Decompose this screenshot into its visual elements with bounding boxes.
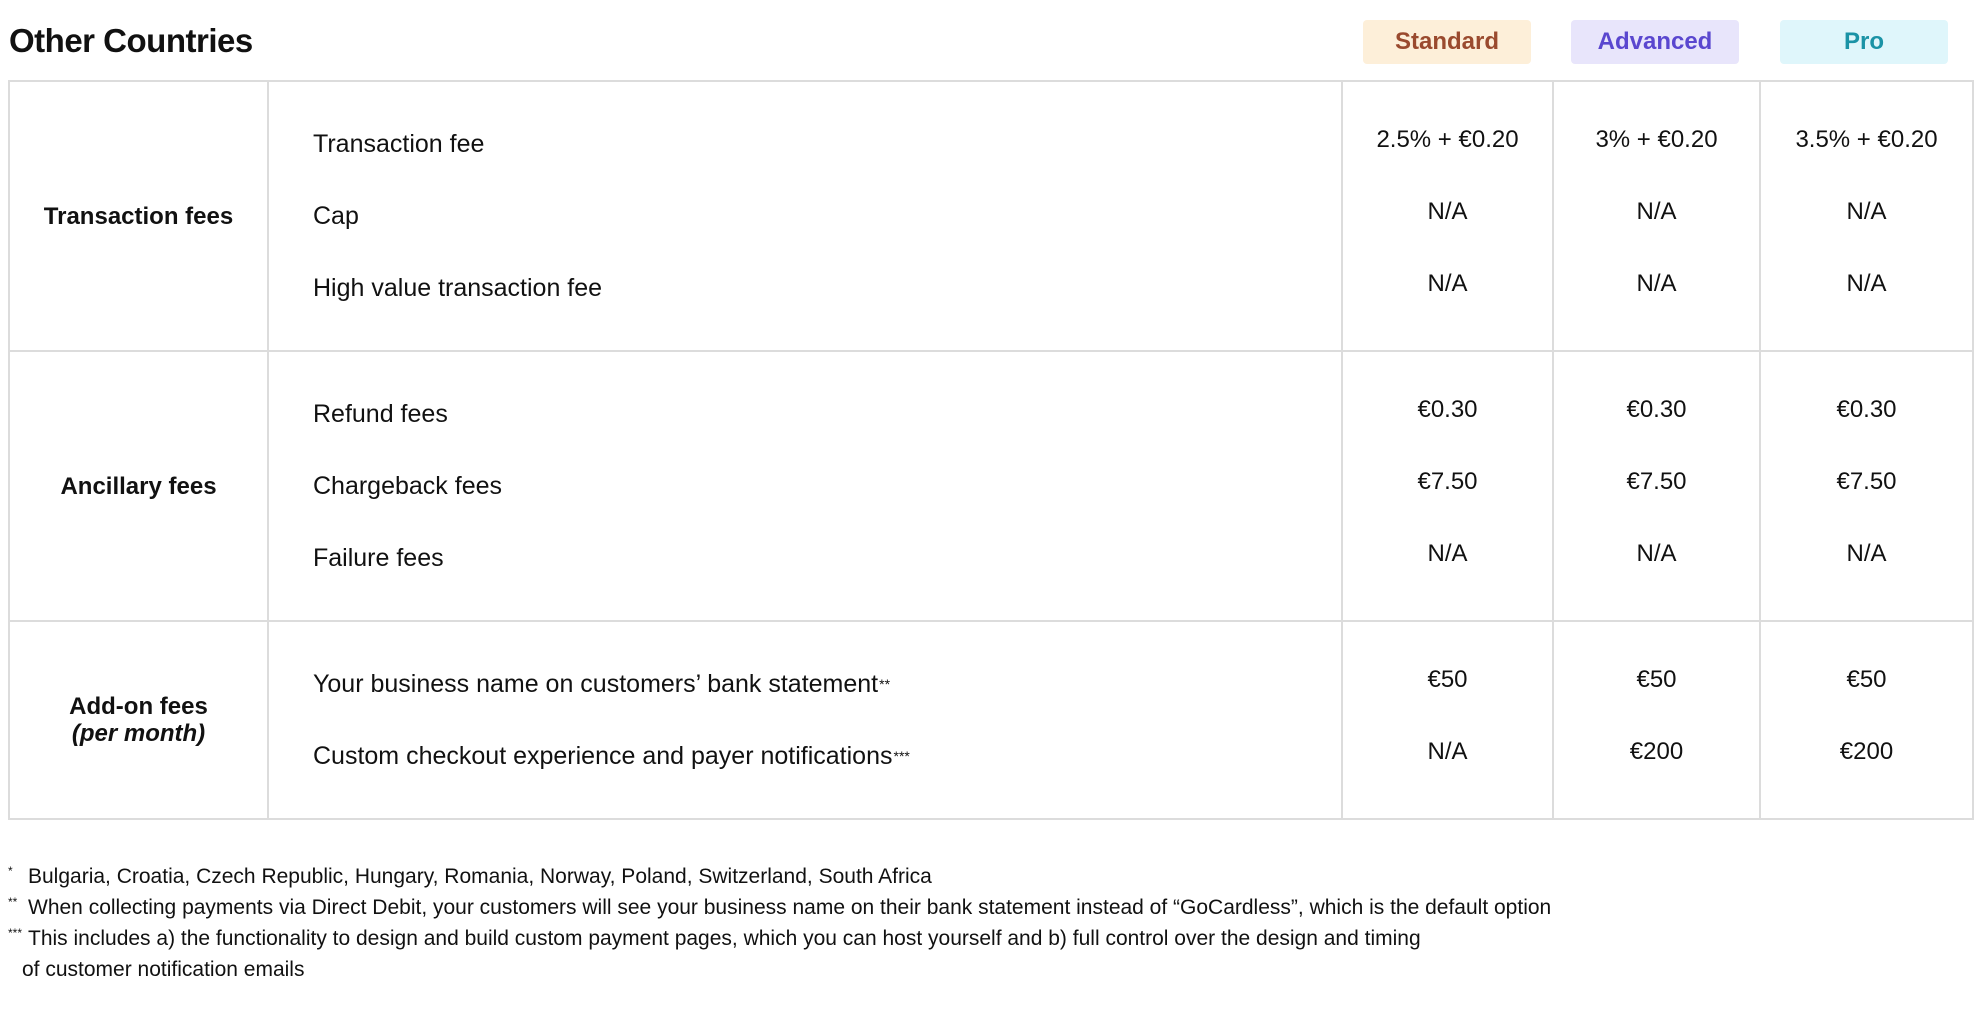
fee-name: Your business name on customers’ bank statement ** [313,669,891,698]
section-label-cell [9,81,268,351]
fee-name: Refund fees [313,399,448,428]
section-ancillary-fees [9,351,1973,621]
section-sublabel: (per month) [71,720,206,747]
section-label-text: Transaction fees [43,202,234,230]
section-add-on-fees [9,621,1973,819]
footnote-text: of customer notification emails [22,958,305,981]
footnote [8,892,1908,923]
footnote-marker: *** [893,748,910,764]
fee-value: N/A [1846,540,1887,567]
footnotes [8,861,1908,985]
fee-value: N/A [1846,198,1887,225]
plan-badge-pro: Pro [1780,20,1948,64]
fee-name: Chargeback fees [313,471,503,500]
fee-value: 3% + €0.20 [1595,126,1718,153]
fee-value: €50 [1636,666,1677,693]
fee-value: N/A [1427,540,1468,567]
footnote [8,861,1908,892]
fee-name: Transaction fee [313,129,485,158]
fee-value: N/A [1427,198,1468,225]
fee-value: €0.30 [1836,396,1897,423]
footnote-text: This includes a) the functionality to design and build custom payment pages, which you can host yourself and b) full control over the design and timing [28,927,1421,950]
standard-values-cell [1342,621,1553,819]
section-label [10,693,267,747]
description-cell [268,351,1342,621]
fee-value: N/A [1846,270,1887,297]
fee-value: N/A [1636,540,1677,567]
pro-values-cell [1760,351,1973,621]
fee-value: €0.30 [1417,396,1478,423]
footnote-text: When collecting payments via Direct Debit, your customers will see your business name on their bank statement instead of “GoCardless”, which is the default option [28,896,1552,919]
fee-value: N/A [1427,270,1468,297]
section-label [10,473,267,500]
description-cell [268,81,1342,351]
footnote-text: Bulgaria, Croatia, Czech Republic, Hungary, Romania, Norway, Poland, Switzerland, South Africa [28,865,932,888]
standard-values-cell [1342,351,1553,621]
footnote-mark: *** [8,926,23,940]
footnote-continuation [8,954,1908,985]
footnote-marker: ** [879,676,891,692]
fee-name: Custom checkout experience and payer notifications *** [313,741,910,770]
plan-badge-standard: Standard [1363,20,1531,64]
fee-value: €200 [1839,738,1894,765]
fee-value: 3.5% + €0.20 [1795,126,1938,153]
page-title: Other Countries [9,22,253,59]
fee-value: €0.30 [1626,396,1687,423]
fee-value: €7.50 [1417,468,1478,495]
footnote-mark: * [8,864,13,878]
footnote-mark: ** [8,895,18,909]
section-transaction-fees [9,81,1973,351]
pro-values-cell [1760,81,1973,351]
fee-value: €50 [1846,666,1887,693]
fee-value: N/A [1427,738,1468,765]
fee-value: €7.50 [1626,468,1687,495]
standard-values-cell [1342,81,1553,351]
fee-value: 2.5% + €0.20 [1376,126,1519,153]
description-cell [268,621,1342,819]
section-label-text: Add-on fees [69,693,208,720]
section-label [10,203,267,230]
fee-value: N/A [1636,270,1677,297]
section-label-text: Ancillary fees [60,472,217,500]
fee-name: High value transaction fee [313,273,603,302]
fee-name: Failure fees [313,543,444,572]
section-label-cell [9,351,268,621]
advanced-values-cell [1553,621,1760,819]
pro-values-cell [1760,621,1973,819]
fees-table [8,80,1974,820]
advanced-values-cell [1553,351,1760,621]
footnote [8,923,1908,954]
fee-value: N/A [1636,198,1677,225]
fee-value: €7.50 [1836,468,1897,495]
advanced-values-cell [1553,81,1760,351]
fee-value: €50 [1427,666,1468,693]
plan-badge-advanced: Advanced [1571,20,1739,64]
fee-name: Cap [313,201,359,230]
section-label-cell [9,621,268,819]
fee-value: €200 [1629,738,1684,765]
